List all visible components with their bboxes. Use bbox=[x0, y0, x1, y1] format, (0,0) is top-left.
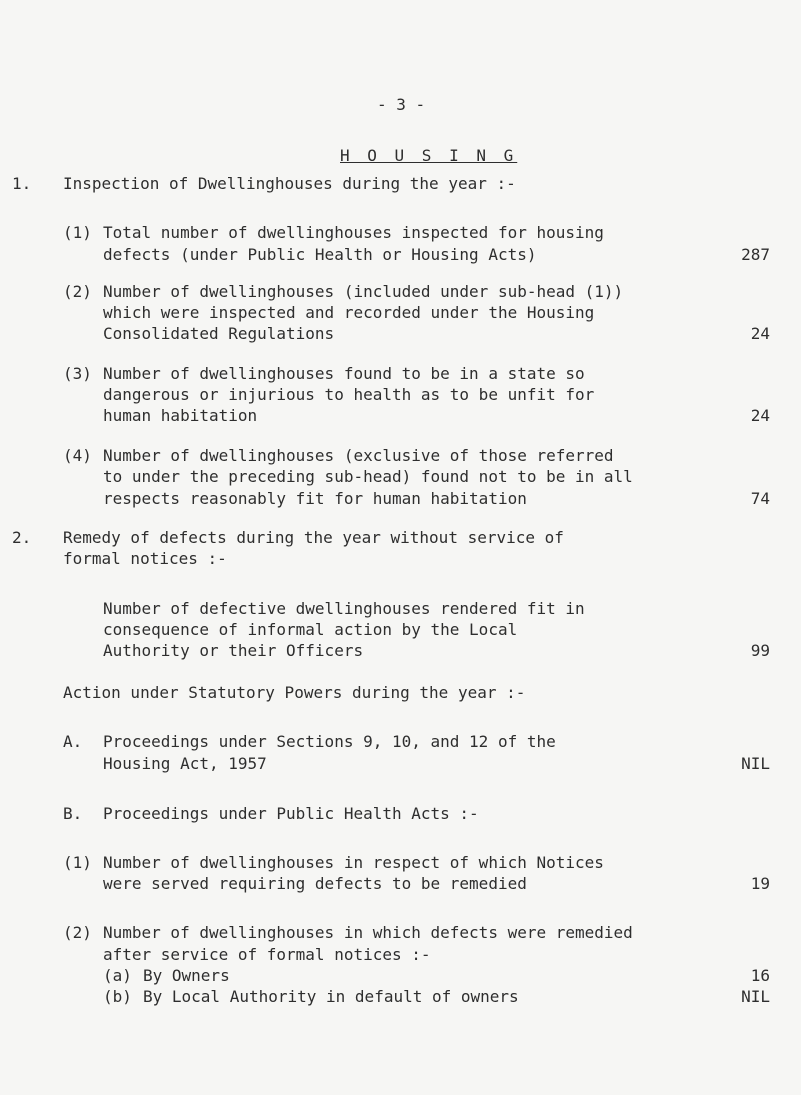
section-1-marker: 1. bbox=[12, 174, 32, 193]
item-b-2-line: after service of formal notices :- bbox=[103, 945, 431, 964]
section-2-marker: 2. bbox=[12, 528, 32, 547]
section-2-line: Number of defective dwellinghouses rendered fit in bbox=[103, 599, 585, 618]
subitem-b-label: (b) bbox=[103, 987, 132, 1006]
item-1-3-line: Number of dwellinghouses found to be in a state so bbox=[103, 364, 585, 383]
item-1-2-value: 24 bbox=[750, 324, 770, 343]
item-b-2-label: (2) bbox=[63, 923, 92, 942]
page-title: H O U S I N G bbox=[340, 146, 518, 165]
item-1-3-value: 24 bbox=[750, 406, 770, 425]
page-number: - 3 - bbox=[377, 95, 426, 114]
item-b-2-line: Number of dwellinghouses in which defects were remedied bbox=[103, 923, 633, 942]
section-2-heading: formal notices :- bbox=[63, 549, 227, 568]
section-a-line: Proceedings under Sections 9, 10, and 12 of the bbox=[103, 732, 556, 751]
item-1-3-line: dangerous or injurious to health as to be unfit for bbox=[103, 385, 595, 404]
item-1-4-line: respects reasonably fit for human habitation bbox=[103, 489, 527, 508]
item-1-2-line: Consolidated Regulations bbox=[103, 324, 335, 343]
item-1-1-line: Total number of dwellinghouses inspected for housing bbox=[103, 223, 604, 242]
item-1-4-line: to under the preceding sub-head) found not to be in all bbox=[103, 467, 633, 486]
section-2-line: Authority or their Officers bbox=[103, 641, 364, 660]
section-a-value: NIL bbox=[741, 754, 770, 773]
subitem-b-text: By Local Authority in default of owners bbox=[143, 987, 519, 1006]
section-a-line: Housing Act, 1957 bbox=[103, 754, 267, 773]
section-2-line: consequence of informal action by the Local bbox=[103, 620, 518, 639]
section-2-heading: Remedy of defects during the year without service of bbox=[63, 528, 564, 547]
item-1-3-line: human habitation bbox=[103, 406, 258, 425]
subitem-a-label: (a) bbox=[103, 966, 132, 985]
item-1-1-value: 287 bbox=[741, 245, 770, 264]
section-b-label: B. bbox=[63, 804, 83, 823]
item-b-1-value: 19 bbox=[750, 874, 770, 893]
section-b-heading: Proceedings under Public Health Acts :- bbox=[103, 804, 479, 823]
subitem-a-value: 16 bbox=[750, 966, 770, 985]
section-2-value: 99 bbox=[750, 641, 770, 660]
section-1-heading: Inspection of Dwellinghouses during the year :- bbox=[63, 174, 516, 193]
subitem-b-value: NIL bbox=[741, 987, 770, 1006]
item-1-3-label: (3) bbox=[63, 364, 92, 383]
item-b-1-line: were served requiring defects to be remedied bbox=[103, 874, 527, 893]
item-b-1-line: Number of dwellinghouses in respect of which Notices bbox=[103, 853, 604, 872]
item-1-4-label: (4) bbox=[63, 446, 92, 465]
subitem-a-text: By Owners bbox=[143, 966, 230, 985]
item-b-1-label: (1) bbox=[63, 853, 92, 872]
section-a-label: A. bbox=[63, 732, 83, 751]
item-1-4-value: 74 bbox=[750, 489, 770, 508]
item-1-2-line: Number of dwellinghouses (included under sub-head (1)) bbox=[103, 282, 624, 301]
item-1-1-label: (1) bbox=[63, 223, 92, 242]
item-1-4-line: Number of dwellinghouses (exclusive of those referred bbox=[103, 446, 614, 465]
section-3-heading: Action under Statutory Powers during the year :- bbox=[63, 683, 526, 702]
item-1-2-label: (2) bbox=[63, 282, 92, 301]
item-1-2-line: which were inspected and recorded under the Housing bbox=[103, 303, 595, 322]
item-1-1-line: defects (under Public Health or Housing Acts) bbox=[103, 245, 537, 264]
